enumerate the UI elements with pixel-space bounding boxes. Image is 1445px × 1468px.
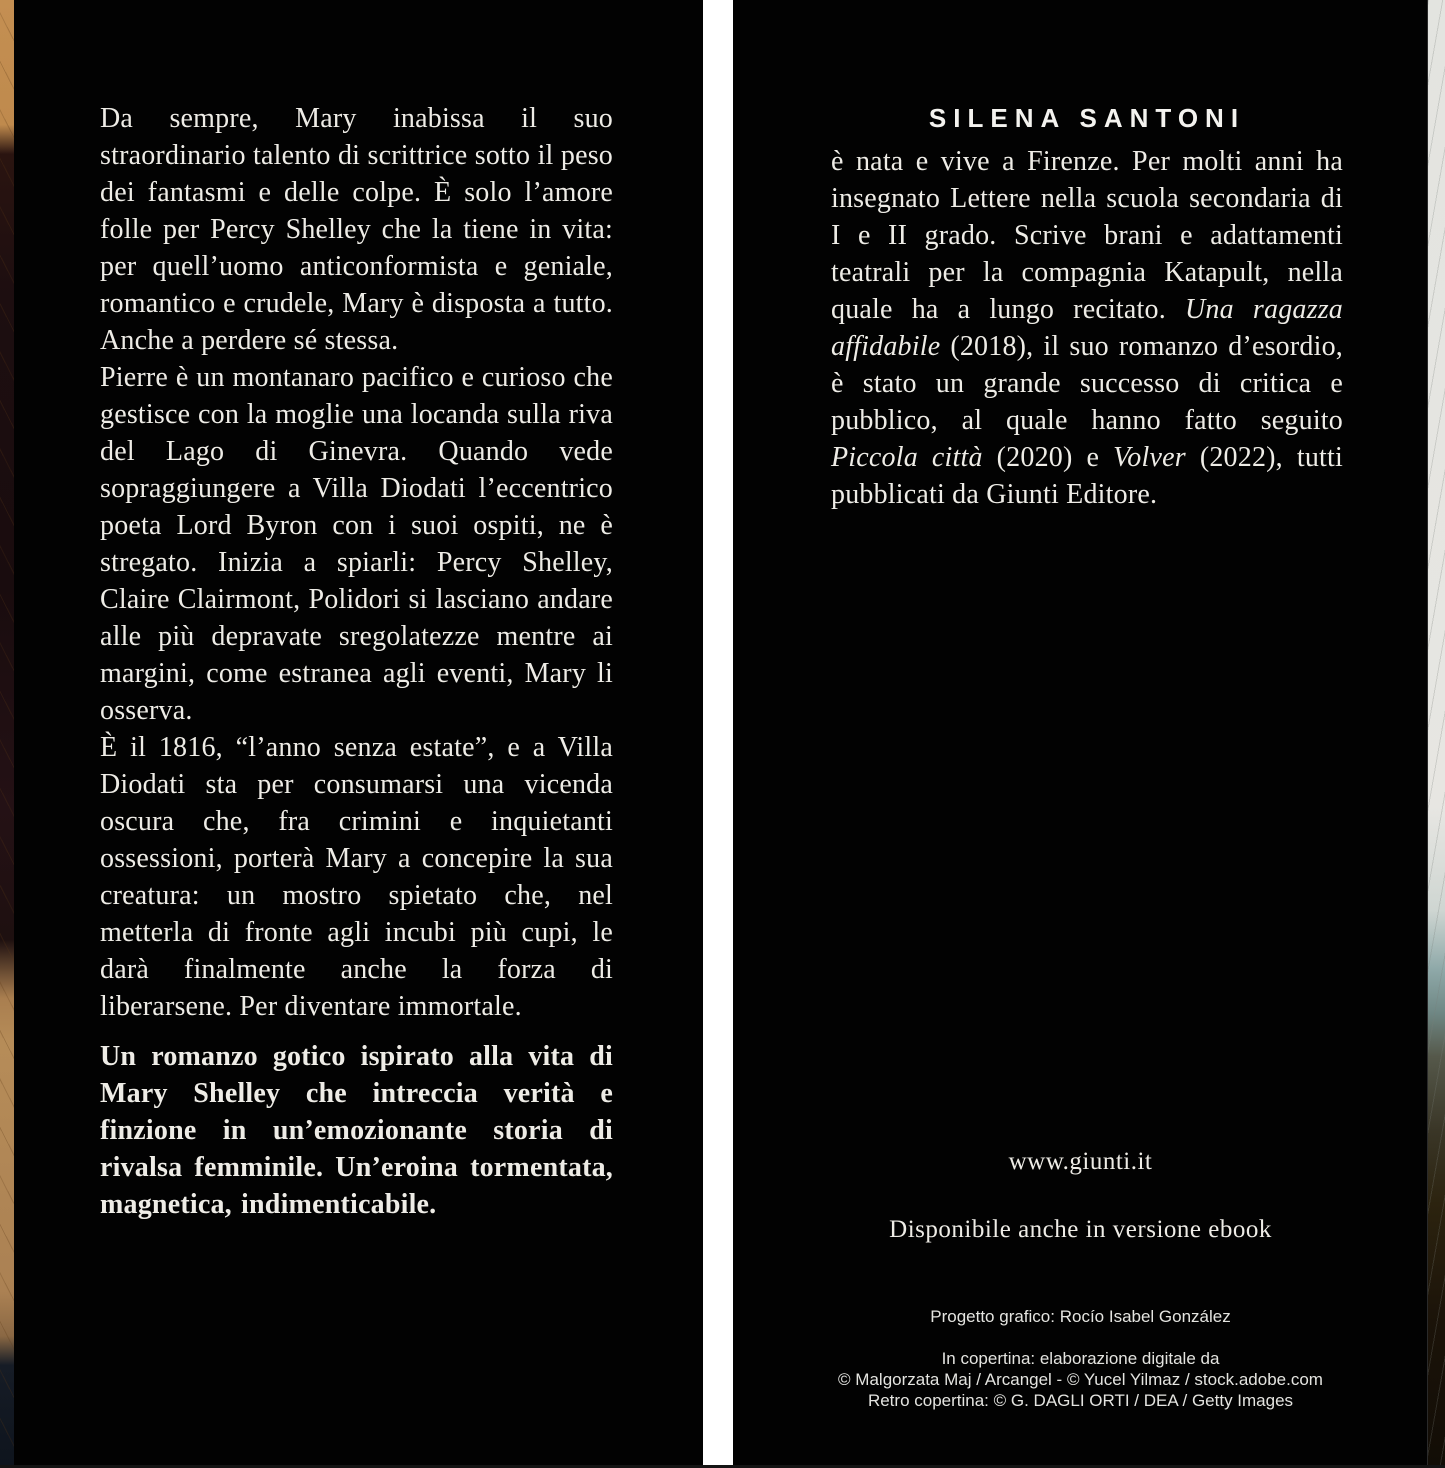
flap-fold-gutter — [703, 0, 733, 1468]
back-flap-panel — [733, 0, 1428, 1468]
bio-book-title-1: Una ragazza affidabile — [831, 294, 1343, 362]
tagline-paragraph: Un romanzo gotico ispirato alla vita di Mary Shelley che intreccia verità e finzione in un’emozionante storia di rivalsa femminile. Un’eroina tormentata, magnetica, indimenticabile. — [100, 1041, 613, 1220]
author-bio — [831, 143, 1343, 513]
bio-text: è nata e vive a Firenze. Per molti anni ha insegnato Lettere nella scuola secondaria di I e II grado. Scrive brani e adattamenti teatrali per la compagnia Katapult, nella quale ha a lungo recitato. — [831, 146, 1343, 325]
ebook-availability-note: Disponibile anche in versione ebook — [889, 1216, 1272, 1243]
bio-book-title-3: Volver — [1113, 442, 1186, 473]
credit-cover-sources: © Malgorzata Maj / Arcangel - © Yucel Yilmaz / stock.adobe.com — [838, 1370, 1323, 1389]
synopsis-paragraph-2: Pierre è un montanaro pacifico e curioso che gestisce con la moglie una locanda sulla riva del Lago di Ginevra. Quando vede sopraggiungere a Villa Diodati l’eccentrico poeta Lord Byron con i suoi ospiti, ne è stregato. Inizia a spiarli: Percy Shelley, Claire Clairmont, Polidori si lasciano andare alle più depravate sregolatezze mentre ai margini, come estranea agli eventi, Mary li osserva. — [100, 362, 613, 726]
cover-art-left-sliver — [0, 0, 14, 1468]
front-flap-panel — [14, 0, 703, 1468]
cover-art-right-sliver — [1427, 0, 1445, 1468]
synopsis-paragraph-1: Da sempre, Mary inabissa il suo straordinario talento di scrittrice sotto il peso dei fantasmi e delle colpe. È solo l’amore folle per Percy Shelley che la tiene in vita: per quell’uomo anticonformista e geniale, romantico e crudele, Mary è disposta a tutto. Anche a perdere sé stessa. — [100, 103, 613, 356]
credit-graphic-design: Progetto grafico: Rocío Isabel González — [930, 1307, 1231, 1326]
credits-block — [733, 1306, 1428, 1411]
synopsis-paragraph-3: È il 1816, “l’anno senza estate”, e a Villa Diodati sta per consumarsi una vicenda oscura che, fra crimini e inquietanti ossessioni, porterà Mary a concepire la sua creatura: un mostro spietato che, nel metterla di fronte agli incubi più cupi, le darà finalmente anche la forza di liberarsene. Per diventare immortale. — [100, 732, 613, 1022]
bio-text: (2018), il suo romanzo d’esordio, è stato un grande successo di critica e pubblico, al quale hanno fatto seguito — [831, 331, 1343, 436]
author-name: SILENA SANTONI — [928, 103, 1246, 133]
publisher-website: www.giunti.it — [1008, 1148, 1153, 1175]
bio-text: (2020) e — [982, 442, 1114, 473]
bio-book-title-2: Piccola città — [831, 442, 983, 473]
credit-cover-intro: In copertina: elaborazione digitale da — [941, 1349, 1220, 1368]
bio-text: (2022), tutti pubblicati da Giunti Editore. — [831, 442, 1343, 510]
credit-back-cover: Retro copertina: © G. DAGLI ORTI / DEA / Getty Images — [867, 1391, 1294, 1410]
